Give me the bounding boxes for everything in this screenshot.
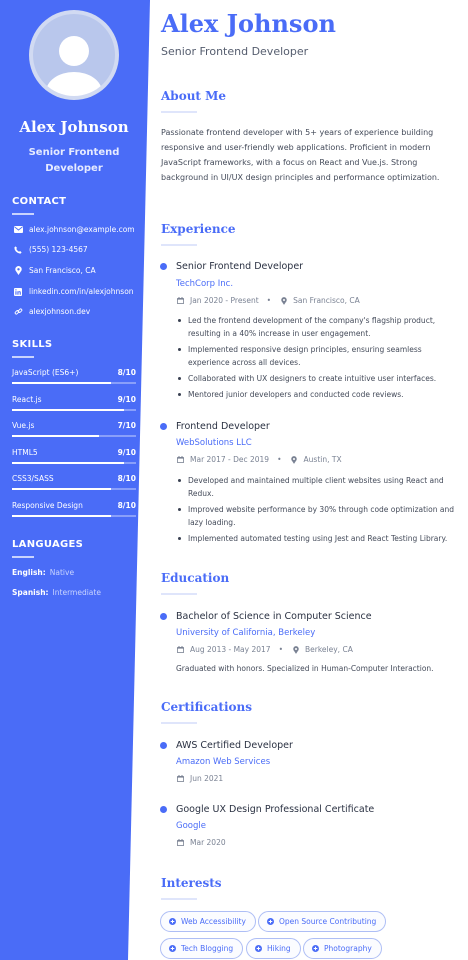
skill-bar-fill (12, 409, 124, 411)
contact-linkedin-text: linkedin.com/in/alexjohnson (29, 287, 134, 296)
skill-bar-fill (12, 382, 111, 384)
skill-bar-fill (12, 435, 99, 437)
sidebar-job-title-line-2: Developer (45, 163, 103, 174)
calendar-icon (176, 646, 185, 653)
plus-circle-icon (312, 945, 319, 952)
contact-location (13, 266, 96, 275)
main-name: Alex Johnson (161, 9, 336, 38)
skill-name: Vue.js (12, 421, 35, 430)
interest-tag[interactable] (303, 938, 382, 959)
plus-circle-icon (267, 918, 274, 925)
timeline-dot (160, 806, 167, 813)
interests-heading: Interests (161, 876, 222, 890)
contact-phone-text: (555) 123-4567 (29, 245, 88, 254)
list-item: Developed and maintained multiple client websites using React and Redux. (176, 474, 454, 500)
contact-website-text: alexjohnson.dev (29, 307, 91, 316)
linkedin-icon (13, 288, 23, 296)
certification-issuer: Google (176, 821, 206, 831)
timeline-dot (160, 423, 167, 430)
job-location: San Francisco, CA (293, 296, 360, 305)
link-icon (13, 307, 23, 316)
map-pin-icon (290, 456, 299, 464)
certifications-heading: Certifications (161, 700, 253, 714)
skill-score: 9/10 (117, 395, 136, 404)
skill-name: JavaScript (ES6+) (12, 368, 79, 377)
education-location: Berkeley, CA (305, 645, 353, 654)
map-pin-icon (291, 646, 300, 654)
skill-item (12, 501, 136, 517)
skill-item (12, 421, 136, 437)
job-bullets (176, 474, 454, 548)
interest-tag[interactable] (246, 938, 301, 959)
interest-tag[interactable] (258, 911, 386, 932)
skill-name: React.js (12, 395, 42, 404)
plus-circle-icon (169, 918, 176, 925)
calendar-icon (176, 839, 185, 846)
job-dates: Jan 2020 - Present (190, 296, 259, 305)
certification-title: AWS Certified Developer (176, 740, 293, 751)
sidebar (0, 0, 150, 960)
skill-bar (12, 382, 136, 384)
meta-separator: • (277, 455, 282, 464)
education-dates: Aug 2013 - May 2017 (190, 645, 271, 654)
skill-name: CSS3/SASS (12, 474, 54, 483)
language-name: English: (12, 568, 46, 577)
skill-bar (12, 462, 136, 464)
skill-bar (12, 409, 136, 411)
certification-meta (176, 838, 226, 847)
timeline-dot (160, 613, 167, 620)
education-meta (176, 645, 353, 654)
calendar-icon (176, 775, 185, 782)
interest-tag[interactable] (160, 911, 256, 932)
about-text: Passionate frontend developer with 5+ years of experience building responsive and user-friendly web applications. Proficient in modern JavaScript frameworks, with a focus on React and Vue.js. Strong background in UI/UX design principles and performance optimization. (161, 128, 440, 182)
skill-score: 7/10 (117, 421, 136, 430)
skill-bar (12, 435, 136, 437)
skill-name: HTML5 (12, 448, 38, 457)
interest-tag[interactable] (160, 938, 243, 959)
plus-circle-icon (255, 945, 262, 952)
interest-tag-label: Web Accessibility (181, 917, 246, 926)
skill-bar (12, 488, 136, 490)
certification-issuer: Amazon Web Services (176, 757, 271, 767)
certification-date: Mar 2020 (190, 838, 226, 847)
contact-website[interactable] (13, 307, 90, 316)
contact-email[interactable] (13, 225, 135, 234)
job-meta (176, 296, 360, 305)
job-title: Frontend Developer (176, 421, 270, 432)
certification-title: Google UX Design Professional Certificate (176, 804, 375, 815)
sidebar-job-title-line-1: Senior Frontend (28, 147, 120, 158)
timeline-dot (160, 742, 167, 749)
calendar-icon (176, 456, 185, 463)
job-meta (176, 455, 342, 464)
skill-name: Responsive Design (12, 501, 83, 510)
meta-separator: • (266, 296, 272, 305)
job-title: Senior Frontend Developer (176, 261, 304, 272)
envelope-icon (13, 226, 23, 233)
skills-heading: SKILLS (12, 339, 53, 350)
company-name: WebSolutions LLC (176, 438, 252, 448)
skill-score: 8/10 (117, 474, 136, 483)
skill-bar-fill (12, 515, 111, 517)
map-pin-icon (13, 266, 23, 275)
avatar-head-shape (59, 36, 89, 66)
job-bullets (176, 314, 454, 404)
calendar-icon (176, 297, 185, 304)
contact-heading: CONTACT (12, 196, 67, 207)
interest-tag-label: Tech Blogging (181, 944, 234, 953)
sidebar-job-title (24, 145, 124, 177)
company-name: TechCorp Inc. (176, 279, 234, 289)
job-dates: Mar 2017 - Dec 2019 (190, 455, 270, 464)
certification-meta (176, 774, 223, 783)
education-heading: Education (161, 571, 230, 585)
timeline-dot (160, 263, 167, 270)
contact-location-text: San Francisco, CA (29, 266, 96, 275)
certification-date: Jun 2021 (190, 774, 224, 783)
degree-title: Bachelor of Science in Computer Science (176, 611, 372, 622)
skill-bar (12, 515, 136, 517)
interest-tag-label: Hiking (267, 944, 291, 953)
contact-linkedin[interactable] (13, 287, 134, 296)
skill-item (12, 474, 136, 490)
list-item: Implemented automated testing using Jest and React Testing Library. (176, 532, 454, 545)
main-job-title: Senior Frontend Developer (161, 45, 309, 58)
skill-score: 9/10 (117, 448, 136, 457)
experience-heading: Experience (161, 222, 236, 236)
skill-bar-fill (12, 488, 111, 490)
school-name: University of California, Berkeley (176, 628, 316, 638)
skill-item (12, 368, 136, 384)
list-item: Led the frontend development of the company's flagship product, resulting in a 40% increase in user engagement. (176, 314, 454, 340)
interest-tag-label: Open Source Contributing (279, 917, 377, 926)
education-description: Graduated with honors. Specialized in Human-Computer Interaction. (176, 664, 434, 673)
avatar (29, 10, 119, 100)
skill-score: 8/10 (117, 501, 136, 510)
language-level: Intermediate (52, 588, 101, 597)
contact-phone[interactable] (13, 245, 88, 254)
list-item: Improved website performance by 30% through code optimization and lazy loading. (176, 503, 454, 529)
language-item (12, 568, 74, 577)
contact-email-text: alex.johnson@example.com (29, 225, 135, 234)
list-item: Implemented responsive design principles, ensuring seamless experience across all devices. (176, 343, 454, 369)
skill-item (12, 395, 136, 411)
skill-score: 8/10 (117, 368, 136, 377)
languages-heading: LANGUAGES (12, 539, 84, 550)
language-level: Native (49, 568, 75, 577)
plus-circle-icon (169, 945, 176, 952)
interest-tag-label: Photography (324, 944, 372, 953)
about-heading: About Me (161, 89, 227, 103)
job-location: Austin, TX (303, 455, 342, 464)
language-item (12, 588, 101, 597)
skill-bar-fill (12, 462, 124, 464)
meta-separator: • (278, 645, 284, 654)
avatar-body-shape (46, 72, 102, 100)
map-pin-icon (279, 297, 288, 305)
sidebar-name: Alex Johnson (19, 118, 129, 136)
skill-item (12, 448, 136, 464)
list-item: Mentored junior developers and conducted code reviews. (176, 388, 454, 401)
language-name: Spanish: (12, 588, 49, 597)
list-item: Collaborated with UX designers to create intuitive user interfaces. (176, 372, 454, 385)
phone-icon (13, 246, 23, 254)
